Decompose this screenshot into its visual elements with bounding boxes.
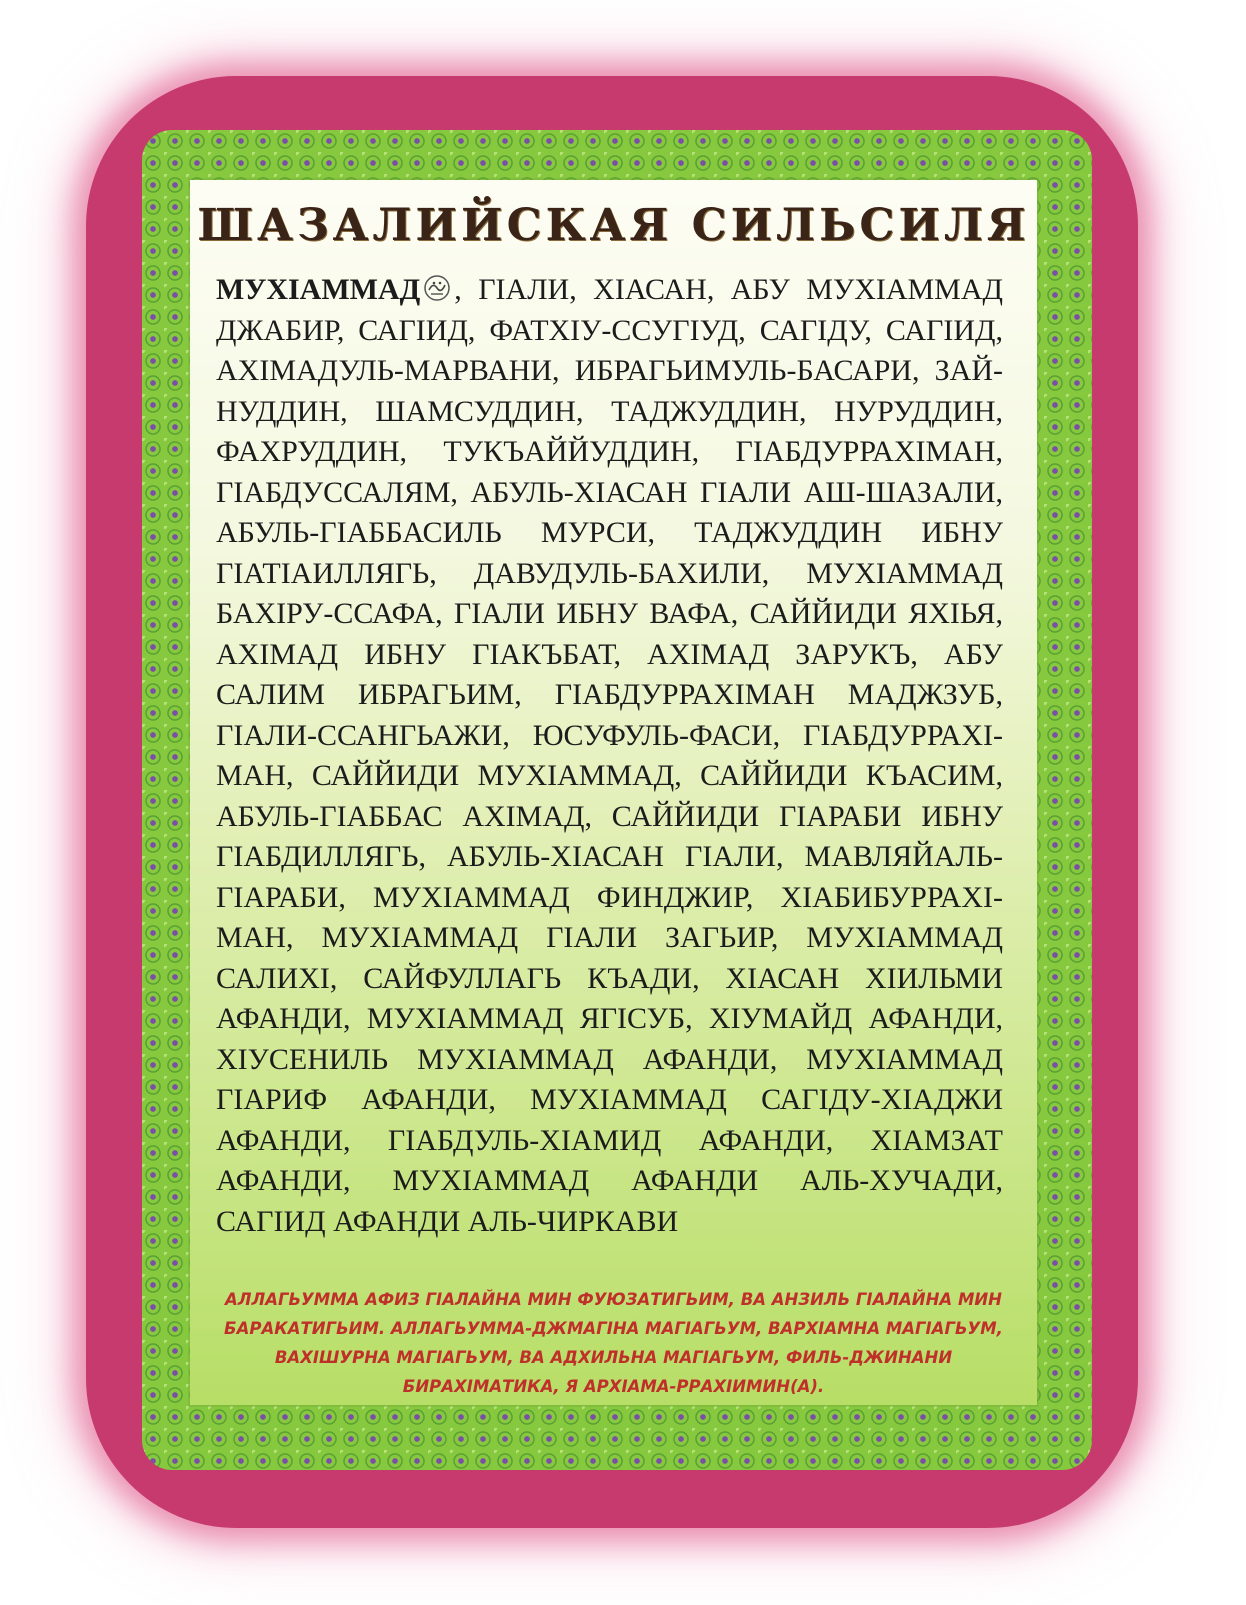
prayer-text: АЛЛАГЬУММА АФИЗ ГIАЛАЙНА МИН ФУЮЗАТИГЬИМ, ВА АНЗИЛЬ ГIАЛАЙНА МИН БАРАКАТИГЬИМ. АЛЛАГЬУММА-ДЖМАГIНА МАГIАГЬУМ, ВАРХIАМНА МАГIАГЬУМ, ВАХIШУРНА МАГIАГЬУМ, ВА АДХИЛЬНА МАГIАГЬУМ, ФИЛЬ-ДЖИНАНИ БИРАХIМАТИКА, Я АРХIАМА-РРАХIИМИН(А). [224,1290,1003,1396]
text-panel [190,180,1037,1405]
names-text: , ГIАЛИ, ХIАСАН, АБУ МУХIАММАД ДЖАБИР, САГIИД, ФАТХIУ-ССУГIУД, САГIДУ, САГIИД, АХIМАДУЛЬ-МАРВАНИ, ИБРАГЬИМУЛЬ-БАСАРИ, ЗАЙНУДДИН, ШАМСУДДИН, ТАДЖУДДИН, НУРУДДИН, ФАХРУДДИН, ТУКЪАЙЙУДДИН, ГIАБДУРРАХIМАН, ГIАБДУССАЛЯМ, АБУЛЬ-ХIАСАН ГIАЛИ АШ-ШАЗАЛИ, АБУЛЬ-ГIАББАСИЛЬ МУРСИ, ТАДЖУДДИН ИБНУ ГIАТIАИЛЛЯГЬ, ДАВУДУЛЬ-БАХИЛИ, МУХIАММАД БАХIРУ-ССАФА, ГIАЛИ ИБНУ ВАФА, САЙЙИДИ ЯХIЬЯ, АХIМАД ИБНУ ГIАКЪБАТ, АХIМАД ЗАРУКЪ, АБУ САЛИМ ИБРАГЬИМ, ГIАБДУРРАХIМАН МАДЖЗУБ, ГIАЛИ-ССАНГЬАЖИ, ЮСУФУЛЬ-ФАСИ, ГIАБДУРРАХIМАН, САЙЙИДИ МУХIАММАД, САЙЙИДИ КЪАСИМ, АБУЛЬ-ГIАББАС АХIМАД, САЙЙИДИ ГIАРАБИ ИБНУ ГIАБДИЛЛЯГЬ, АБУЛЬ-ХIАСАН ГIАЛИ, МАВЛЯЙАЛЬ-ГIАРАБИ, МУХIАММАД ФИНДЖИР, ХIАБИБУРРАХIМАН, МУХIАММАД ГIАЛИ ЗАГЬИР, МУХIАММАД САЛИХI, САЙФУЛЛАГЬ КЪАДИ, ХIАСАН ХIИЛЬМИ АФАНДИ, МУХIАММАД ЯГIСУБ, ХIУМАЙД АФАНДИ, ХIУСЕНИЛЬ МУХIАММАД АФАНДИ, МУХIАММАД ГIАРИФ АФАНДИ, МУХIАММАД САГIДУ-ХIАДЖИ АФАНДИ, ГIАБДУЛЬ-ХIАМИД АФАНДИ, ХIАМЗАТ АФАНДИ, МУХIАММАД АФАНДИ АЛЬ-ХУЧАДИ, САГIИД АФАНДИ АЛЬ-ЧИРКАВИ [216,273,1003,1238]
calligraphy-seal-icon [422,273,452,303]
card-title: ШАЗАЛИЙСКАЯ СИЛЬСИЛЯ [197,200,1030,251]
lead-name: МУХIАММАД [216,273,421,306]
silsila-names [216,270,1003,1242]
